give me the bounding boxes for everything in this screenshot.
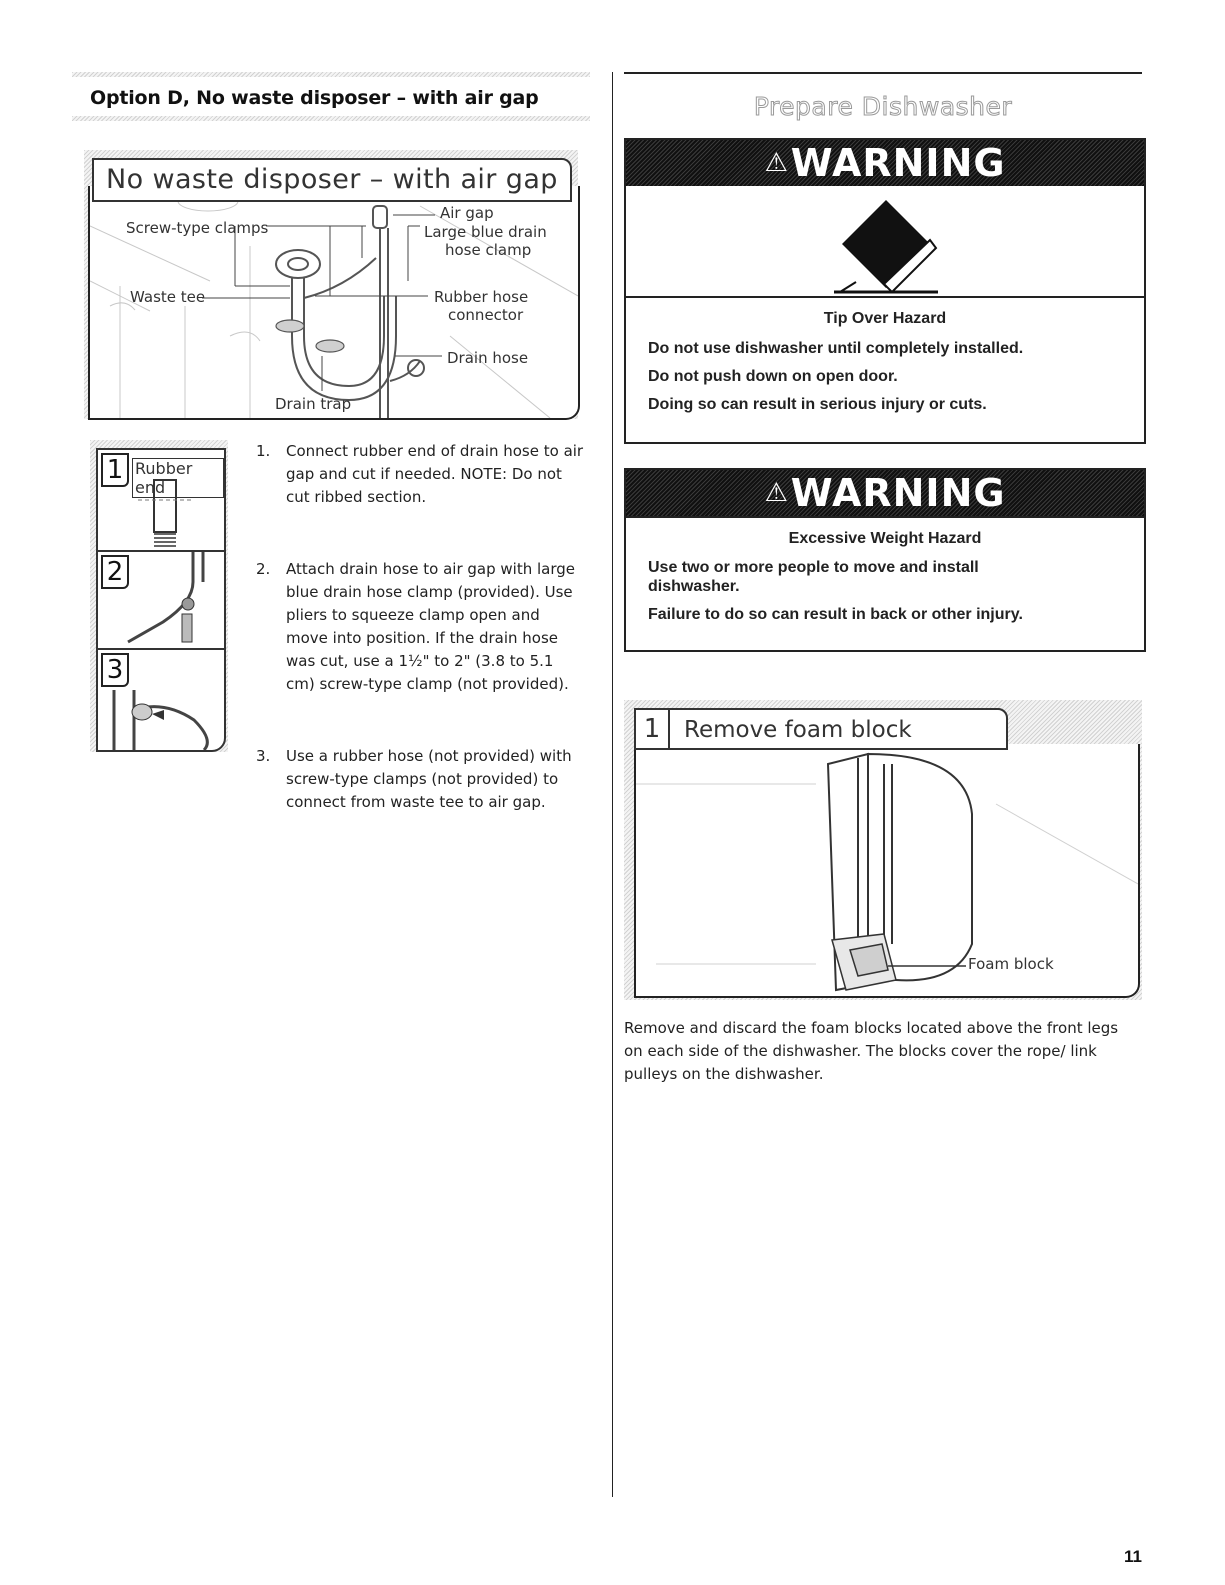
- clamp-illustration: [98, 552, 224, 648]
- label-rubber-hose: Rubber hose: [434, 288, 529, 306]
- tip-over-icon-area: [626, 186, 1144, 296]
- warning-2-header: [626, 470, 1144, 516]
- warning-2-line-2: Failure to do so can result in back or other injury.: [648, 606, 1023, 623]
- header-rule-bottom: [72, 116, 590, 121]
- warning-triangle-icon: ⚠: [764, 148, 789, 178]
- warning-triangle-icon-2: ⚠: [764, 478, 789, 508]
- label-drain-hose: Drain hose: [447, 349, 529, 367]
- label-large-blue-clamp: Large blue drain: [424, 223, 547, 241]
- diagram-tab-title: No waste disposer – with air gap: [92, 158, 572, 202]
- thumb-step-3: [96, 648, 226, 752]
- warning-2-hazard: Excessive Weight Hazard: [788, 530, 982, 547]
- diagram-frame: [88, 186, 580, 420]
- page-number: 11: [1124, 1547, 1142, 1566]
- label-rubber-hose-2: connector: [448, 306, 524, 324]
- thumb-step-1: [96, 448, 226, 552]
- step-3-text: Use a rubber hose (not provided) with screw-type clamps (not provided) to connect from waste tee to air gap.: [286, 747, 572, 811]
- rubber-end-illustration: [98, 450, 224, 550]
- right-header-rule: [624, 72, 1142, 74]
- step-3-number: 3.: [256, 747, 271, 765]
- foam-step-title: Remove foam block: [684, 717, 912, 743]
- label-foam-block: Foam block: [968, 955, 1054, 973]
- warning-1-header-text: WARNING: [790, 141, 1006, 185]
- label-waste-tee: Waste tee: [130, 288, 206, 306]
- prepare-dishwasher-title: Prepare Dishwasher: [753, 92, 1013, 121]
- warning-2-header-text: WARNING: [790, 471, 1006, 515]
- warning-1-hazard: Tip Over Hazard: [823, 310, 947, 327]
- warning-2-line-1: Use two or more people to move and install dishwasher.: [648, 559, 979, 595]
- tip-over-icon: [826, 188, 946, 298]
- waste-tee-illustration: [98, 650, 224, 750]
- label-screw-clamps: Screw-type clamps: [126, 219, 269, 237]
- foam-block-frame: [634, 744, 1140, 998]
- header-rule-top: [72, 72, 590, 77]
- warning-1-line-1: Do not use dishwasher until completely installed.: [648, 340, 1024, 357]
- thumb-1-label: Rubber end: [132, 458, 224, 498]
- label-large-blue-clamp-2: hose clamp: [445, 241, 532, 259]
- label-drain-trap: Drain trap: [275, 395, 352, 413]
- step-2-number: 2.: [256, 560, 271, 578]
- thumb-3-number: 3: [101, 653, 129, 687]
- warning-2-divider: [626, 516, 1144, 518]
- thumb-step-2: [96, 550, 226, 650]
- foam-instructions: Remove and discard the foam blocks located above the front legs on each side of the dishwasher. The blocks cover the rope/ link pulleys on the dishwasher.: [624, 1019, 1119, 1083]
- column-divider: [612, 72, 613, 1497]
- thumb-1-number: 1: [101, 453, 129, 487]
- air-gap-diagram: [84, 150, 578, 419]
- section-title: Option D, No waste disposer – with air gap: [90, 87, 539, 109]
- warning-tip-over: [624, 138, 1146, 444]
- dishwasher-illustration: [636, 744, 1138, 996]
- thumb-2-number: 2: [101, 555, 129, 589]
- warning-1-line-2: Do not push down on open door.: [648, 368, 898, 385]
- foam-step-number: 1: [636, 710, 670, 748]
- remove-foam-block-diagram: [624, 700, 1142, 1000]
- label-air-gap: Air gap: [440, 204, 494, 222]
- warning-1-line-3: Doing so can result in serious injury or cuts.: [648, 396, 987, 413]
- step-2-text: Attach drain hose to air gap with large blue drain hose clamp (provided). Use pliers to squeeze clamp open and move into position. If the drain hose was cut, use a 1½" to 2" (3.8 to 5.1 cm) screw-type clamp (not provided).: [286, 560, 576, 693]
- warning-1-header: [626, 140, 1144, 186]
- warning-excessive-weight: [624, 468, 1146, 652]
- foam-step-tab: [634, 708, 1008, 750]
- step-1-number: 1.: [256, 442, 271, 460]
- step-1-text: Connect rubber end of drain hose to air gap and cut if needed. NOTE: Do not cut ribbed section.: [286, 442, 584, 506]
